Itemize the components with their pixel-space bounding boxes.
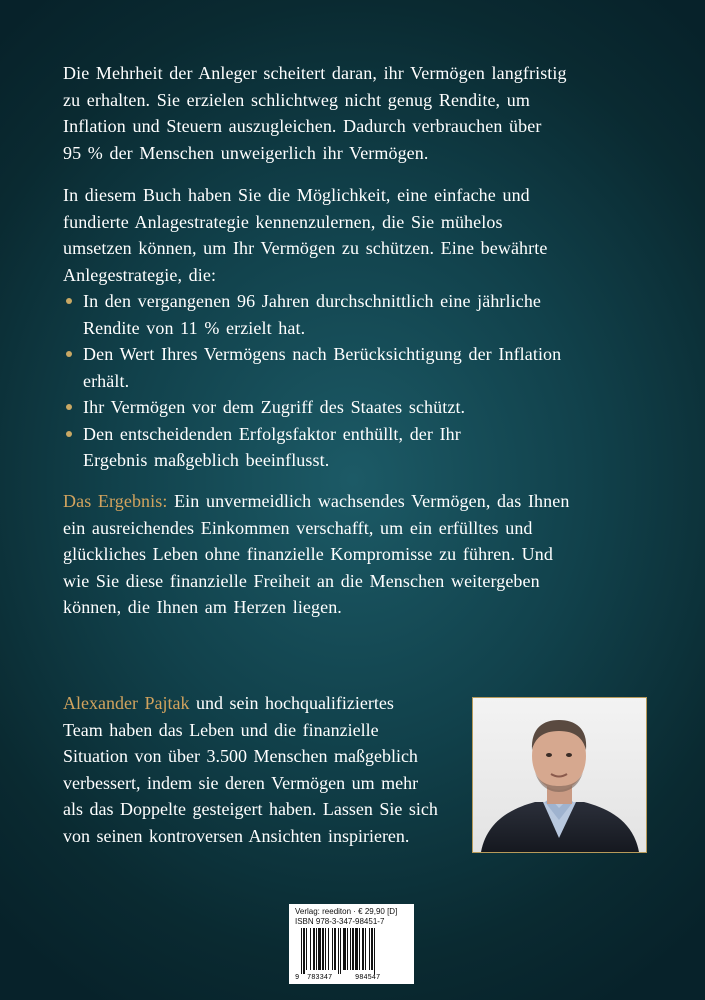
barcode-bar (343, 928, 346, 970)
author-line: Team haben das Leben und die finanzielle (63, 719, 379, 740)
intro-line: Inflation und Steuern auszugleichen. Dadurch verbrauchen über (63, 116, 542, 136)
bullet-line: Rendite von 11 % erzielt hat. (83, 317, 306, 338)
result-paragraph (63, 488, 653, 621)
barcode-digit-right: 984547 (355, 974, 381, 980)
author-first-line (63, 690, 463, 717)
result-line: glückliches Leben ohne finanzielle Kompromisse zu führen. Und (63, 544, 553, 564)
result-line: wie Sie diese finanzielle Freiheit an die Menschen weitergeben (63, 570, 540, 591)
barcode-bar (365, 928, 366, 970)
strategy-paragraph (63, 182, 653, 474)
barcode-bar (338, 928, 339, 974)
bullet-line: erhält. (83, 370, 130, 391)
bullet-line: Den entscheidenden Erfolgsfaktor enthüllt, der Ihr (83, 423, 461, 444)
bullet-item (63, 421, 653, 474)
author-line: verbessert, indem sie deren Vermögen um mehr (63, 772, 419, 793)
author-line: als das Doppelte gesteigert haben. Lassen Sie sich (63, 799, 438, 819)
barcode-bar (306, 928, 307, 970)
intro-line: zu erhalten. Sie erzielen schlichtweg nicht genug Rendite, um (63, 89, 530, 110)
author-bio (63, 690, 463, 849)
barcode-digit-prefix: 9 (295, 974, 300, 980)
bullet-dot-icon (66, 404, 72, 410)
barcode-bar (325, 928, 326, 970)
barcode-bar (316, 928, 317, 970)
barcode-bar (374, 928, 375, 974)
author-line: Situation von über 3.500 Menschen maßgeblich (63, 746, 418, 766)
barcode-bar (371, 928, 373, 970)
bullet-dot-icon (66, 351, 72, 357)
barcode-bar (318, 928, 321, 970)
strategy-line: In diesem Buch haben Sie die Möglichkeit, eine einfache und (63, 185, 530, 205)
barcode-bar (322, 928, 324, 970)
result-highlight: Das Ergebnis: (63, 491, 168, 511)
barcode-bar (362, 928, 364, 970)
bullet-line: Ihr Vermögen vor dem Zugriff des Staates schützt. (83, 397, 466, 417)
intro-paragraph (63, 60, 653, 166)
barcode-bar (340, 928, 341, 974)
barcode-bar (301, 928, 302, 974)
strategy-bullet-list (63, 288, 653, 474)
barcode-bar (328, 928, 329, 970)
intro-line: Die Mehrheit der Anleger scheitert daran, ihr Vermögen langfristig (63, 63, 567, 83)
isbn-line: ISBN 978-3-347-98451-7 (295, 917, 385, 926)
bullet-line: In den vergangenen 96 Jahren durchschnittlich eine jährliche (83, 291, 542, 311)
barcode-bar (350, 928, 351, 970)
bullet-dot-icon (66, 298, 72, 304)
barcode-bar (355, 928, 358, 970)
author-name: Alexander Pajtak (63, 693, 190, 713)
barcode-bar (310, 928, 311, 970)
bullet-item (63, 394, 653, 421)
barcode-bar (347, 928, 348, 970)
bullet-line: Ergebnis maßgeblich beeinflusst. (83, 450, 330, 470)
bullet-item (63, 341, 653, 394)
strategy-line: fundierte Anlagestrategie kennenzulernen, die Sie mühelos (63, 211, 503, 232)
barcode-bar (313, 928, 315, 970)
barcode-digit-left: 783347 (307, 974, 333, 980)
intro-line: 95 % der Menschen unweigerlich ihr Vermögen. (63, 142, 429, 163)
barcode-bar (352, 928, 354, 970)
strategy-line: Anlegestrategie, die: (63, 264, 217, 285)
bullet-item (63, 288, 653, 341)
author-portrait-icon (473, 698, 646, 852)
result-line: können, die Ihnen am Herzen liegen. (63, 597, 342, 617)
barcode-bar (332, 928, 333, 970)
barcode-bar (334, 928, 336, 970)
bullet-dot-icon (66, 431, 72, 437)
result-first-line-rest: Ein unvermeidlich wachsendes Vermögen, das Ihnen (167, 491, 570, 511)
strategy-line: umsetzen können, um Ihr Vermögen zu schützen. Eine bewährte (63, 238, 548, 258)
barcode-bar (303, 928, 305, 974)
author-first-line-rest: und sein hochqualifiziertes (189, 693, 394, 713)
result-line: ein ausreichendes Einkommen verschafft, um ein erfülltes und (63, 517, 533, 538)
price-line: Verlag: reediton · € 29,90 [D] (295, 907, 398, 916)
isbn-barcode-box (289, 904, 414, 984)
result-first-line (63, 488, 653, 515)
barcode-graphic (295, 928, 408, 980)
bullet-line: Den Wert Ihres Vermögens nach Berücksichtigung der Inflation (83, 344, 562, 364)
author-line: von seinen kontroversen Ansichten inspirieren. (63, 825, 410, 846)
author-photo (472, 697, 647, 853)
barcode-bar (369, 928, 370, 970)
barcode-bar (359, 928, 360, 970)
